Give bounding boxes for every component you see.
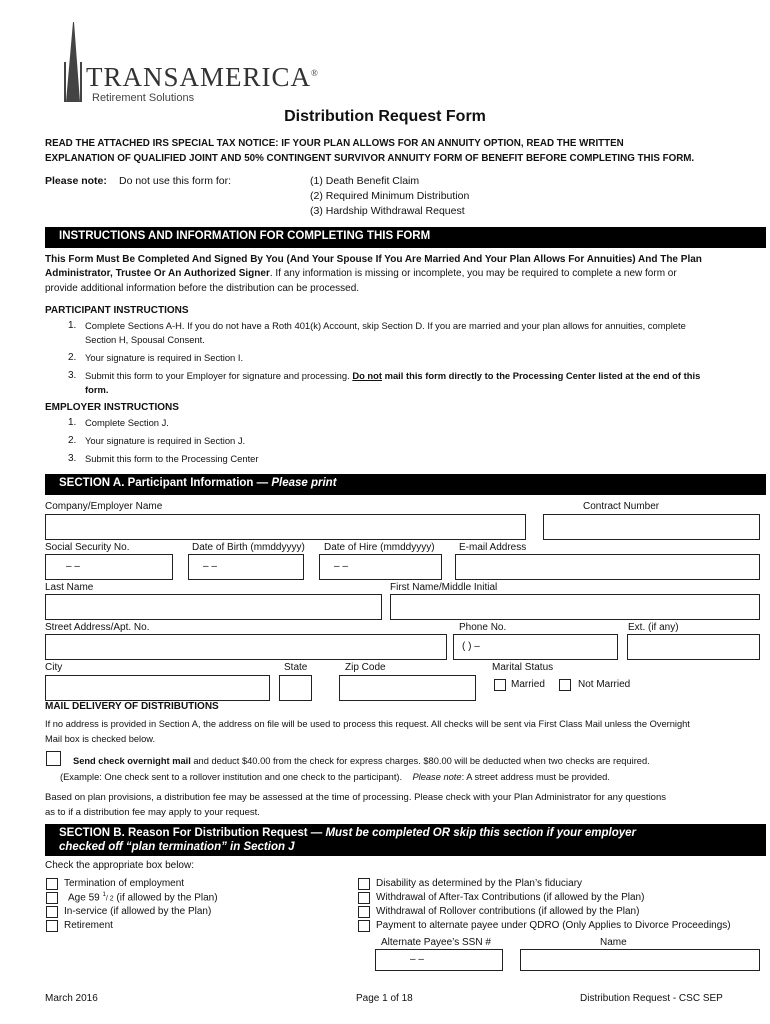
irs-notice-line-2: EXPLANATION OF QUALIFIED JOINT AND 50% CONTINGENT SURVIVOR ANNUITY FORM OF BENEFIT BEFORE COMPLETING THIS FORM.	[45, 153, 695, 164]
section-a-header: SECTION A. Participant Information —	[59, 477, 272, 489]
employer-instructions-header: EMPLOYER INSTRUCTIONS	[45, 402, 179, 413]
doh-dashes: – –	[334, 561, 348, 572]
instructions-header-bar	[45, 227, 766, 248]
section-b-header-italic-1: Must be completed OR skip this section if your employer	[325, 827, 636, 839]
first-name-input[interactable]	[390, 594, 760, 620]
married-checkbox[interactable]	[494, 679, 506, 691]
qdro-label: Payment to alternate payee under QDRO (Only Applies to Divorce Proceedings)	[376, 920, 731, 931]
e1-number: 1.	[68, 417, 77, 428]
alt-payee-name-input[interactable]	[520, 949, 760, 971]
p3-text: Submit this form to your Employer for signature and processing.	[85, 370, 350, 381]
in-service-checkbox[interactable]	[46, 906, 58, 918]
company-input[interactable]	[45, 514, 526, 540]
p3-number: 3.	[68, 370, 77, 381]
employer-instruction-3: Submit this form to the Processing Center	[85, 453, 259, 464]
mail-delivery-header: MAIL DELIVERY OF DISTRIBUTIONS	[45, 701, 219, 712]
p2-number: 2.	[68, 352, 77, 363]
retirement-checkbox[interactable]	[46, 920, 58, 932]
zip-label: Zip Code	[345, 662, 386, 673]
participant-instruction-3c: form.	[85, 384, 109, 395]
age-59-label	[68, 892, 218, 903]
participant-instructions-header: PARTICIPANT INSTRUCTIONS	[45, 305, 189, 316]
participant-instruction-3	[85, 370, 700, 381]
overnight-bold: Send check overnight mail	[73, 756, 191, 766]
please-note-text: Do not use this form for:	[119, 175, 232, 187]
city-input[interactable]	[45, 675, 270, 701]
overnight-rest: and deduct $40.00 from the check for express charges. $80.00 will be deducted when two checks are required.	[190, 756, 650, 766]
street-label: Street Address/Apt. No.	[45, 622, 150, 633]
termination-label: Termination of employment	[64, 878, 185, 889]
example-rest: : A street address must be provided.	[461, 772, 610, 782]
please-note-item-2: (2) Required Minimum Distribution	[310, 190, 470, 202]
last-name-label: Last Name	[45, 582, 94, 593]
age-rest: (if allowed by the Plan)	[113, 892, 218, 904]
married-label: Married	[511, 679, 545, 690]
section-b-header-line-1	[59, 826, 752, 840]
doh-label: Date of Hire (mmddyyyy)	[324, 542, 435, 553]
transamerica-pyramid-logo-icon	[62, 22, 84, 104]
employer-instruction-2: Your signature is required in Section J.	[85, 435, 246, 446]
state-label: State	[284, 662, 308, 673]
example-note: Please note	[412, 772, 462, 782]
alt-payee-ssn-input[interactable]	[375, 949, 503, 971]
age-sub: / 2	[105, 895, 114, 903]
contract-label: Contract Number	[583, 501, 660, 512]
dob-input[interactable]	[188, 554, 304, 580]
last-name-input[interactable]	[45, 594, 382, 620]
rollover-label: Withdrawal of Rollover contributions (if allowed by the Plan)	[376, 906, 640, 917]
dob-label: Date of Birth (mmddyyyy)	[192, 542, 305, 553]
intro-rest-part: . If any information is missing or incomplete, you may be required to complete a new form or	[269, 268, 677, 279]
form-title: Distribution Request Form	[284, 108, 486, 125]
age-59-checkbox[interactable]	[46, 892, 58, 904]
employer-instruction-1: Complete Section J.	[85, 417, 169, 428]
instructions-intro-line-1: This Form Must Be Completed And Signed By You (And Your Spouse If You Are Married And Your Plan Allows For Annuities) And The Plan	[45, 254, 702, 265]
city-label: City	[45, 662, 63, 673]
section-b-header-bar	[45, 824, 766, 856]
not-married-checkbox[interactable]	[559, 679, 571, 691]
company-label: Company/Employer Name	[45, 501, 163, 512]
after-tax-label: Withdrawal of After-Tax Contributions (if allowed by the Plan)	[376, 892, 645, 903]
first-name-label: First Name/Middle Initial	[390, 582, 498, 593]
fee-text-1: Based on plan provisions, a distribution fee may be assessed at the time of processing. Please check with your Plan Administrator for any questions	[45, 792, 666, 803]
not-married-label: Not Married	[578, 679, 631, 690]
alt-payee-name-label: Name	[600, 937, 627, 948]
p3-do-not: Do not	[352, 370, 382, 381]
in-service-label: In-service (if allowed by the Plan)	[64, 906, 212, 917]
after-tax-checkbox[interactable]	[358, 892, 370, 904]
disability-checkbox[interactable]	[358, 878, 370, 890]
street-input[interactable]	[45, 634, 447, 660]
age-sup: 1	[102, 892, 106, 898]
age-59-text: Age 59	[68, 892, 103, 904]
overnight-example	[60, 772, 610, 782]
phone-format: ( ) –	[462, 641, 480, 652]
disability-label: Disability as determined by the Plan’s fiduciary	[376, 878, 583, 889]
doh-input[interactable]	[319, 554, 442, 580]
e3-number: 3.	[68, 453, 77, 464]
email-input[interactable]	[455, 554, 760, 580]
e2-number: 2.	[68, 435, 77, 446]
termination-checkbox[interactable]	[46, 878, 58, 890]
p3-bold-rest: mail this form directly to the Processing Center listed at the end of this	[382, 370, 701, 381]
mail-delivery-text-2: Mail box is checked below.	[45, 734, 156, 744]
ssn-label: Social Security No.	[45, 542, 130, 553]
ext-label: Ext. (if any)	[628, 622, 679, 633]
contract-input[interactable]	[543, 514, 760, 540]
example-text: (Example: One check sent to a rollover institution and one check to the participant).	[60, 772, 403, 782]
alt-ssn-dashes: – –	[410, 954, 424, 965]
overnight-mail-checkbox[interactable]	[46, 751, 61, 766]
participant-instruction-1b: Section H, Spousal Consent.	[85, 334, 205, 345]
mail-delivery-text-1: If no address is provided in Section A, the address on file will be used to process this request. All checks will be sent via First Class Mail unless the Overnight	[45, 719, 690, 729]
rollover-checkbox[interactable]	[358, 906, 370, 918]
email-label: E-mail Address	[459, 542, 527, 553]
ssn-dashes: – –	[66, 561, 80, 572]
participant-instruction-2: Your signature is required in Section I.	[85, 352, 244, 363]
alt-payee-ssn-label: Alternate Payee’s SSN #	[381, 937, 491, 948]
instructions-intro-line-2	[45, 268, 677, 279]
overnight-mail-text	[73, 756, 650, 766]
fee-text-2: as to if a distribution fee may apply to your request.	[45, 807, 260, 818]
check-appropriate-label: Check the appropriate box below:	[45, 860, 194, 871]
irs-notice-line-1: READ THE ATTACHED IRS SPECIAL TAX NOTICE: IF YOUR PLAN ALLOWS FOR AN ANNUITY OPTION, READ THE WRITTEN	[45, 138, 624, 149]
zip-input[interactable]	[339, 675, 476, 701]
retirement-label: Retirement	[64, 920, 113, 931]
footer-date: March 2016	[45, 993, 98, 1004]
logo-wordmark: TRANSAMERICA®	[86, 62, 319, 92]
phone-label: Phone No.	[459, 622, 507, 633]
intro-bold-part: Administrator, Trustee Or An Authorized Signer	[45, 268, 270, 279]
please-note-label: Please note:	[45, 175, 107, 187]
p1-number: 1.	[68, 320, 77, 331]
footer-page: Page 1 of 18	[356, 993, 413, 1004]
marital-label: Marital Status	[492, 662, 554, 673]
qdro-checkbox[interactable]	[358, 920, 370, 932]
footer-form-name: Distribution Request - CSC SEP	[580, 993, 723, 1004]
please-note-item-3: (3) Hardship Withdrawal Request	[310, 205, 465, 217]
participant-instruction-1a: Complete Sections A-H. If you do not have a Roth 401(k) Account, skip Section D. If you are married and your plan allows for annuities, complete	[85, 320, 686, 331]
instructions-intro-line-3: provide additional information before the distribution can be processed.	[45, 283, 360, 294]
dob-dashes: – –	[203, 561, 217, 572]
section-b-header: SECTION B. Reason For Distribution Request —	[59, 827, 326, 839]
please-note-item-1: (1) Death Benefit Claim	[310, 175, 420, 187]
phone-input[interactable]	[453, 634, 618, 660]
instructions-header: INSTRUCTIONS AND INFORMATION FOR COMPLETING THIS FORM	[59, 230, 431, 242]
logo-subtitle: Retirement Solutions	[92, 92, 195, 104]
section-a-header-italic: Please print	[271, 477, 337, 489]
ext-input[interactable]	[627, 634, 760, 660]
section-a-header-bar	[45, 474, 766, 495]
state-input[interactable]	[279, 675, 312, 701]
ssn-input[interactable]	[45, 554, 173, 580]
section-b-header-italic-2: checked off “plan termination” in Section J	[59, 841, 295, 853]
